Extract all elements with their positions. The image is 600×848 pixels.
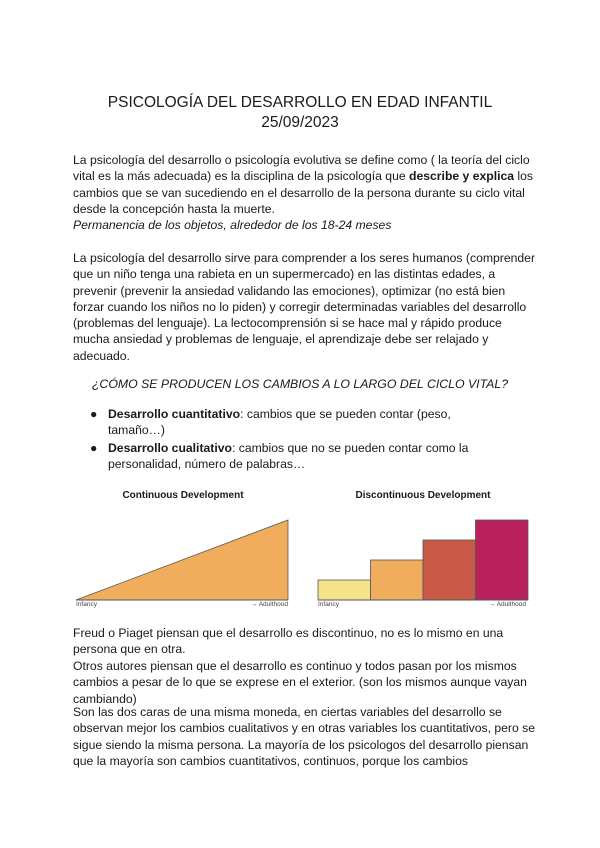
bullet-list [90, 406, 510, 473]
x-end-label: → Adulthood [250, 601, 288, 608]
bullet-dot-icon: ● [90, 440, 98, 455]
paragraph-definition [73, 152, 535, 217]
chart-title: Discontinuous Development [355, 490, 491, 501]
para1-text-a: La psicología del desarrollo o psicología evolutiva se define como ( la teoría del ciclo vital es la más adecuada) es la disciplina de la psicología que [73, 153, 530, 184]
bullet-term: Desarrollo cuantitativo [108, 407, 241, 421]
para1-bold: describe y explica [409, 169, 515, 184]
title-line-1: PSICOLOGÍA DEL DESARROLLO EN EDAD INFANTIL [107, 94, 493, 111]
bullet-item-quantitative [90, 406, 510, 439]
bullet-text: : cambios que se pueden contar (peso, tamaño…) [108, 407, 451, 438]
discontinuous-plot [316, 490, 530, 612]
title-date: 25/09/2023 [261, 114, 339, 131]
paragraph-note: Permanencia de los objetos, alrededor de los 18-24 meses [73, 218, 392, 232]
document-title [0, 93, 600, 133]
paragraph-continuous: Otros autores piensan que el desarrollo es continuo y todos pasan por los mismos cambios a pesar de lo que se exprese en el exterior. (son los mismos aunque vayan cambiando) [73, 659, 527, 706]
continuous-plot [74, 490, 292, 612]
continuous-area [76, 520, 288, 600]
paragraph-freud-piaget: Freud o Piaget piensan que el desarrollo es discontinuo, no es lo mismo en una persona que en otra. [73, 626, 504, 657]
discontinuous-development-chart [316, 490, 530, 612]
paragraph-purpose: La psicología del desarrollo sirve para comprender a los seres humanos (comprender que un niño tenga una rabieta en un supermercado) en las distintas edades, a prevenir (prevenir la ansiedad validando las emociones), optimizar (no está bien forzar cuando los niños no lo piden) y corregir determinadas variables del desarrollo (problemas del lenguaje). La lectocomprensión si se hace mal y rápido produce mucha ansiedad y problemas de lenguaje, el aprendizaje debe ser relajado y adecuado. [73, 251, 536, 363]
bullet-dot-icon: ● [90, 407, 98, 421]
paragraph-two-sides: Son las dos caras de una misma moneda, en ciertas variables del desarrollo se observan mejor los cambios cualitativos y en otras variables los cuantitativos, pero se sigue siendo la misma persona. La mayoría de los psicologos del desarrollo piensan que la mayoría son cambios cuantitativos, continuos, porque los cambios [73, 705, 535, 768]
step-bar-2 [371, 560, 424, 600]
x-start-label: Infancy [318, 601, 339, 608]
chart-title: Continuous Development [122, 490, 244, 501]
para1-text-b: los cambios que se van sucediendo en el desarrollo de la persona durante su ciclo vital desde la concepción hasta la muerte. [73, 169, 534, 216]
x-start-label: Infancy [76, 601, 97, 608]
step-bar-1 [318, 580, 371, 600]
bullet-term: Desarrollo cualitativo [108, 440, 232, 455]
bullet-item-qualitative [90, 440, 510, 473]
bullet-text: : cambios que no se pueden contar como la personalidad, número de palabras… [108, 440, 469, 471]
section-question: ¿CÓMO SE PRODUCEN LOS CAMBIOS A LO LARGO DEL CICLO VITAL? [91, 377, 509, 391]
step-bar-3 [423, 540, 476, 600]
continuous-development-chart [74, 490, 292, 612]
step-bar-4 [476, 520, 529, 600]
x-end-label: → Adulthood [488, 601, 526, 608]
